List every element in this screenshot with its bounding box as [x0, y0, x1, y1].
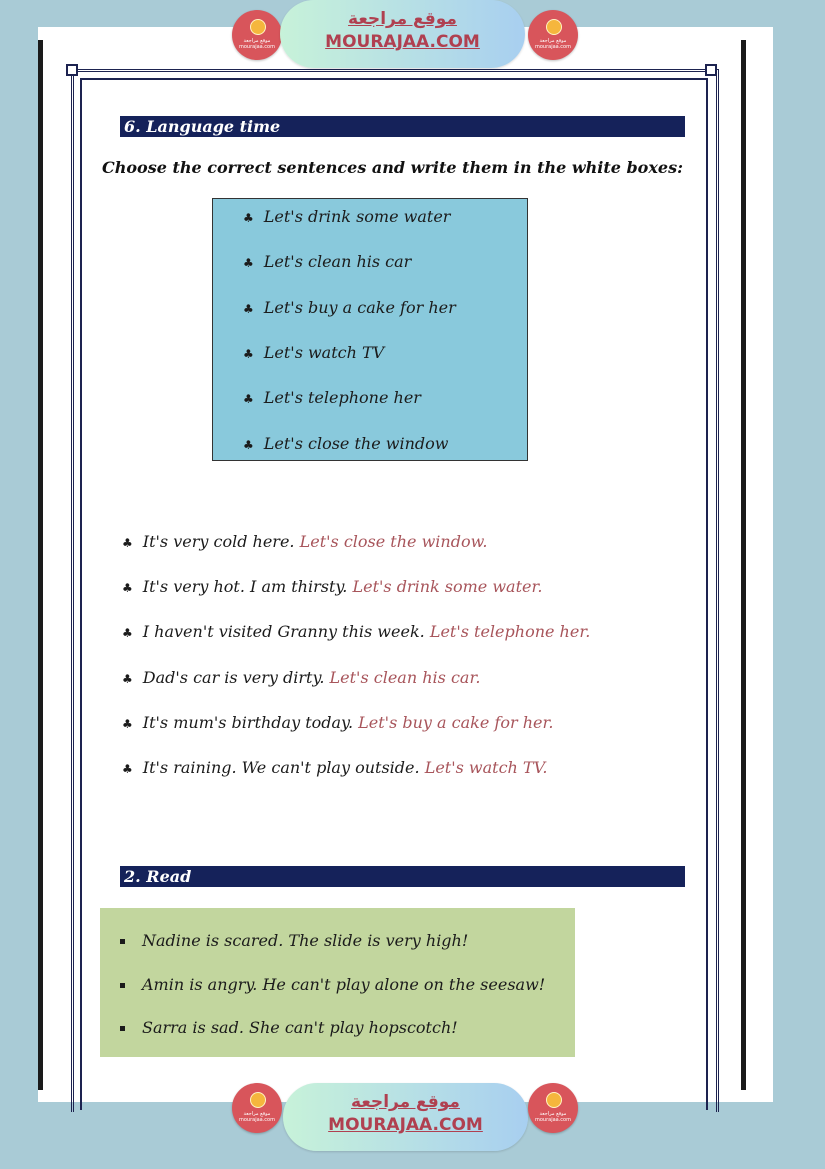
site-logo-bottom[interactable]: [283, 1083, 528, 1151]
badge-logo-icon: [546, 1092, 562, 1108]
club-bullet-icon: ♣: [122, 581, 133, 595]
answer-row: ♣ It's mum's birthday today. Let's buy a cake for her.: [122, 713, 554, 732]
club-bullet-icon: ♣: [122, 717, 133, 731]
club-bullet-icon: ♣: [122, 672, 133, 686]
choice-box: [212, 198, 528, 461]
answer-text: Let's watch TV.: [424, 758, 548, 777]
answer-text: Let's clean his car.: [329, 668, 481, 687]
answer-text: Let's telephone her.: [429, 622, 591, 641]
club-bullet-icon: ♣: [243, 392, 254, 406]
site-logo-top[interactable]: [280, 0, 525, 68]
read-box: [100, 908, 575, 1057]
square-bullet-icon: [120, 939, 125, 944]
read-item: Amin is angry. He can't play alone on the seesaw!: [120, 975, 545, 994]
site-badge-icon: موقع مراجعة mourajaa.com: [232, 1083, 282, 1133]
read-item: Nadine is scared. The slide is very high!: [120, 931, 468, 950]
answer-text: Let's buy a cake for her.: [358, 713, 554, 732]
logo-domain-text: MOURAJAA.COM: [328, 1115, 483, 1135]
badge-logo-icon: [546, 19, 562, 35]
choice-item: ♣ Let's telephone her: [243, 388, 421, 407]
answer-text: Let's close the window.: [299, 532, 488, 551]
club-bullet-icon: ♣: [243, 302, 254, 316]
frame-corner-top-left: [66, 64, 78, 76]
answer-text: Let's drink some water.: [352, 577, 543, 596]
choice-item: ♣ Let's buy a cake for her: [243, 298, 456, 317]
choice-item: ♣ Let's watch TV: [243, 343, 385, 362]
club-bullet-icon: ♣: [243, 438, 254, 452]
square-bullet-icon: [120, 983, 125, 988]
club-bullet-icon: ♣: [122, 536, 133, 550]
badge-logo-icon: [250, 19, 266, 35]
section-6-header: 6. Language time: [120, 116, 685, 137]
answer-row: ♣ Dad's car is very dirty. Let's clean his car.: [122, 668, 481, 687]
instruction-text: Choose the correct sentences and write them in the white boxes:: [102, 158, 683, 177]
badge-logo-icon: [250, 1092, 266, 1108]
answer-row: ♣ It's very hot. I am thirsty. Let's drink some water.: [122, 577, 543, 596]
right-border-bar: [741, 40, 746, 1090]
answer-row: ♣ I haven't visited Granny this week. Let's telephone her.: [122, 622, 591, 641]
section-2-header: 2. Read: [120, 866, 685, 887]
site-badge-icon: موقع مراجعة mourajaa.com: [528, 1083, 578, 1133]
read-item: Sarra is sad. She can't play hopscotch!: [120, 1018, 458, 1037]
logo-arabic-text: موقع مراجعة: [348, 9, 457, 29]
choice-item: ♣ Let's drink some water: [243, 207, 451, 226]
answer-row: ♣ It's very cold here. Let's close the window.: [122, 532, 488, 551]
site-badge-icon: موقع مراجعة mourajaa.com: [528, 10, 578, 60]
left-border-bar: [38, 40, 43, 1090]
site-badge-icon: موقع مراجعة mourajaa.com: [232, 10, 282, 60]
club-bullet-icon: ♣: [243, 347, 254, 361]
club-bullet-icon: ♣: [122, 626, 133, 640]
square-bullet-icon: [120, 1026, 125, 1031]
club-bullet-icon: ♣: [122, 762, 133, 776]
club-bullet-icon: ♣: [243, 256, 254, 270]
choice-item: ♣ Let's clean his car: [243, 252, 412, 271]
answer-row: ♣ It's raining. We can't play outside. Let's watch TV.: [122, 758, 548, 777]
choice-item: ♣ Let's close the window: [243, 434, 449, 453]
logo-domain-text: MOURAJAA.COM: [325, 32, 480, 52]
club-bullet-icon: ♣: [243, 211, 254, 225]
frame-corner-top-right: [705, 64, 717, 76]
logo-arabic-text: موقع مراجعة: [351, 1092, 460, 1112]
